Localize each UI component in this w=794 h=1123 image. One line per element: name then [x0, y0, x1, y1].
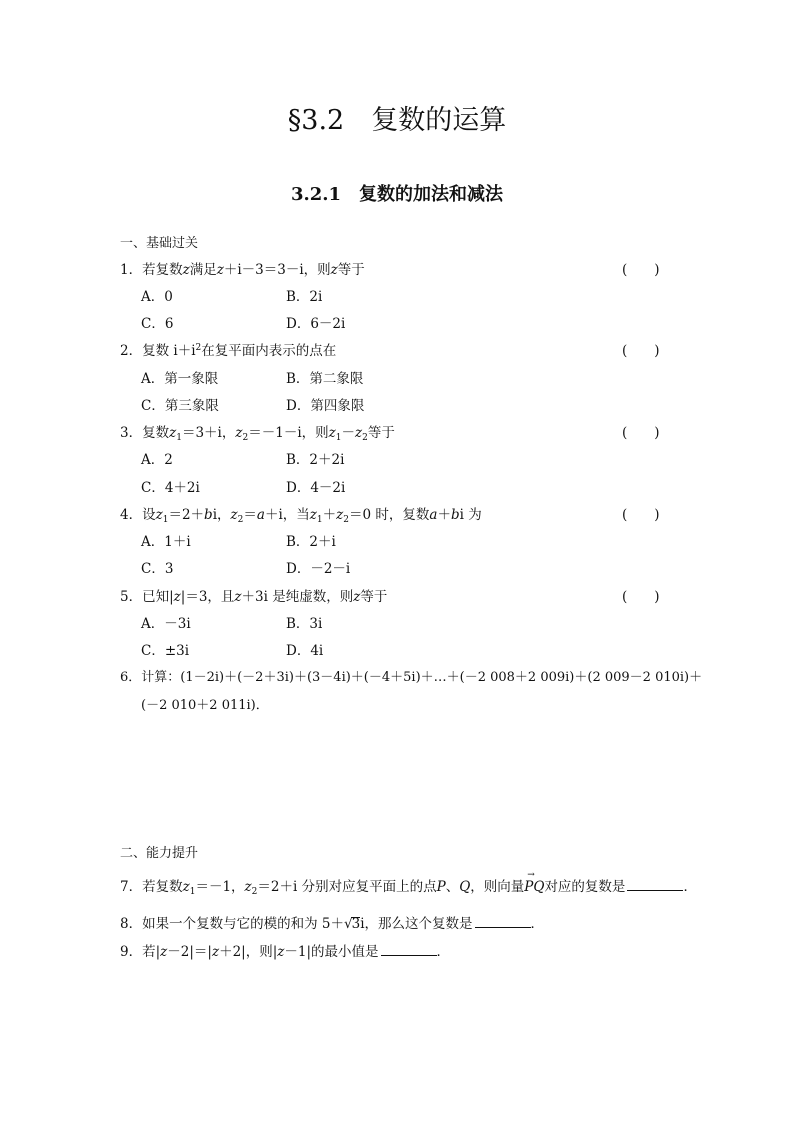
question-1: 1．若复数z满足z＋i－3＝3－i，则z等于 [120, 262, 365, 278]
option-a: A．0 [141, 289, 173, 305]
question-8: 8．如果一个复数与它的模的和为 5＋√3i，那么这个复数是 ． [120, 916, 545, 932]
question-9: 9．若|z－2|＝|z＋2|，则|z－1|的最小值是 ． [120, 944, 451, 960]
option-c: C．3 [141, 561, 174, 577]
option-d: D．第四象限 [286, 398, 365, 414]
option-c: C．4＋2i [141, 480, 200, 496]
option-a: A．第一象限 [141, 371, 219, 387]
question-6-line2: (－2 010＋2 011i)． [141, 698, 269, 713]
answer-parens: ( ) [622, 589, 660, 605]
answer-parens: ( ) [622, 262, 660, 278]
section-heading-basic: 一、基础过关 [120, 236, 199, 251]
option-a: A．2 [141, 452, 173, 468]
option-d: D．4i [286, 643, 324, 659]
option-c: C．6 [141, 316, 174, 332]
page-title: §3.2 复数的运算 [287, 105, 507, 136]
option-b: B．2＋2i [286, 452, 345, 468]
option-d: D．－2－i [286, 561, 351, 577]
answer-blank [627, 878, 683, 891]
answer-blank [381, 943, 437, 956]
question-2: 2．复数 $i+i^2$在复平面内表示的点在 [120, 343, 337, 359]
option-b: B．2＋i [286, 534, 336, 550]
option-a: A．－3i [141, 616, 191, 632]
question-4: 4．设$z_1=2+bi$，$z_2=a+i$，当$z_1+z_2=0$ 时，复数a＋bi 为 [120, 507, 482, 525]
question-7: 7．若复数$z_1=-1$，$z_2=2+i$ 分别对应复平面上的点P、Q，则向量→ PQ对应的复数是 ． [120, 875, 697, 895]
option-d: D．6－2i [286, 316, 346, 332]
question-6-line1: 6．计算：(1－2i)＋(－2＋3i)＋(3－4i)＋(－4＋5i)＋…＋(－2 008＋2 009i)＋(2 009－2 010i)＋ [120, 670, 703, 685]
option-b: B．3i [286, 616, 323, 632]
section-heading-advanced: 二、能力提升 [120, 846, 199, 861]
vector-pq: → PQ [524, 879, 544, 895]
answer-blank [475, 915, 531, 928]
answer-parens: ( ) [622, 425, 660, 441]
question-3: 3．复数$z_1=3+i$，$z_2=-1-i$，则$z_1-z_2$等于 [120, 425, 395, 443]
option-a: A．1＋i [141, 534, 191, 550]
answer-parens: ( ) [622, 507, 660, 523]
option-b: B．2i [286, 289, 323, 305]
option-b: B．第二象限 [286, 371, 364, 387]
option-d: D．4－2i [286, 480, 346, 496]
sqrt-sign: √ [343, 916, 353, 932]
question-5: 5．已知|z|＝3，且z＋3i 是纯虚数，则z等于 [120, 589, 388, 605]
option-c: C．第三象限 [141, 398, 219, 414]
page-subtitle: 3.2.1 复数的加法和减法 [290, 184, 504, 205]
option-c: C．±3i [141, 643, 190, 659]
answer-parens: ( ) [622, 343, 660, 359]
